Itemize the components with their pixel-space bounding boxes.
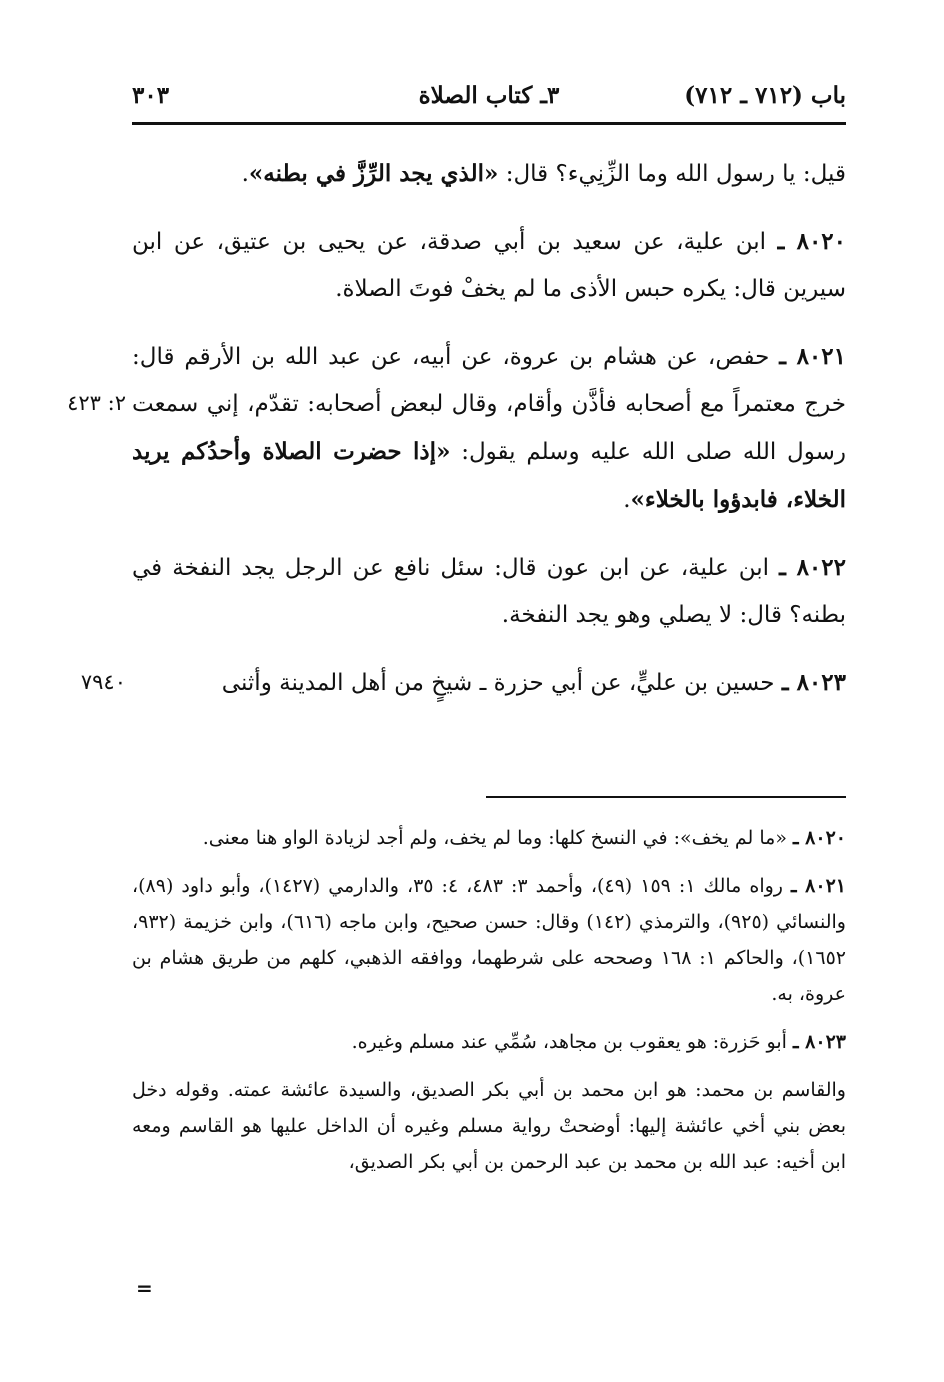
running-header (132, 82, 846, 122)
narration-8021 (67, 333, 847, 524)
page-number: ٣٠٣ (132, 82, 170, 109)
margin-reference: ٧٩٤٠ (80, 670, 126, 694)
hadith-quote: «الذي يجد الرِّزَّ في بطنه» (248, 160, 499, 187)
footnote-text: «ما لم يخف»: في النسخ كلها: وما لم يخف، ولم أجد لزيادة الواو هنا معنى. (202, 827, 793, 849)
footnote-8020 (132, 820, 846, 856)
narration-text: ابن علية، عن ابن عون قال: سئل نافع عن الرجل يجد النفخة في بطنه؟ قال: لا يصلي وهو يجد النفخة. (132, 555, 846, 628)
footnotes (132, 820, 846, 1192)
paragraph-end: . (623, 487, 631, 513)
narration-number: ٨٠٢٣ ـ (781, 669, 846, 696)
margin-reference: ٢: ٤٢٣ (67, 391, 126, 415)
chapter-heading: باب (٧١٢ ـ ٧١٢) (684, 82, 846, 109)
footnote-text: رواه مالك ١: ١٥٩ (٤٩)، وأحمد ٣: ٤٨٣، ٤: ٣٥، والدارمي (١٤٢٧)، وأبو داود (٨٩)، والنسائي (٩٢٥)، والترمذي (١٤٢) وقال: حسن صحيح، وابن ماجه (٦١٦)، وابن خزيمة (٩٣٢، ١٦٥٢)، والحاكم ١: ١٦٨ وصححه على شرطهما، ووافقه الذهبي، كلهم من طريق هشام بن عروة، به. (132, 875, 846, 1005)
narration-8020 (132, 218, 846, 313)
footnote-8023 (132, 1024, 846, 1060)
main-text (67, 150, 847, 727)
hadith-quote: «إذا حضرت الصلاة وأحدُكم يريد الخلاء، فابدؤوا بالخلاء» (132, 438, 846, 513)
narration-text: حسين بن عليٍّ، عن أبي حزرة ـ شيخٍ من أهل المدينة وأثنى (221, 670, 782, 696)
footnote-divider (486, 796, 846, 798)
footnote-8021 (132, 868, 846, 1012)
footnote-text: والقاسم بن محمد: هو ابن محمد بن أبي بكر الصديق، والسيدة عائشة عمته. وقوله دخل بعض بني أخي عائشة إليها: أوضحتْ رواية مسلم وغيره أن الداخل عليها هو القاسم ومعه ابن أخيه: عبد الله بن محمد بن عبد الرحمن بن أبي بكر الصديق، (132, 1079, 846, 1173)
footnote-text: أبو حَزرة: هو يعقوب بن مجاهد، سُمِّي عند مسلم وغيره. (351, 1031, 793, 1053)
book-title: ٣ـ كتاب الصلاة (418, 82, 560, 109)
narration-text: ابن علية، عن سعيد بن أبي صدقة، عن يحيى بن عتيق، عن ابن سيرين قال: يكره حبس الأذى ما لم يخفْ فوتَ الصلاة. (132, 229, 846, 302)
paragraph-end: . (241, 161, 249, 187)
narration-number: ٨٠٢٠ ـ (777, 228, 847, 255)
narration-number: ٨٠٢١ ـ (779, 343, 846, 370)
paragraph-continuation (132, 150, 846, 198)
footnote-number: ٨٠٢٣ ـ (792, 1031, 846, 1053)
footnote-number: ٨٠٢٠ ـ (792, 827, 846, 849)
continuation-mark: = (136, 1276, 153, 1300)
paragraph-text: قيل: يا رسول الله وما الزِّنِيء؟ قال: (498, 161, 846, 187)
narration-8023 (80, 659, 846, 707)
header-rule (132, 122, 846, 125)
footnote-number: ٨٠٢١ ـ (790, 875, 846, 897)
narration-number: ٨٠٢٢ ـ (779, 554, 846, 581)
narration-text: حفص، عن هشام بن عروة، عن أبيه، عن عبد الله بن الأرقم قال: خرج معتمراً مع أصحابه فأذَّن وأقام، وقال لبعض أصحابه: تقدّم، إني سمعت رسول الله صلى الله عليه وسلم يقول: (132, 344, 847, 465)
narration-8022 (132, 544, 846, 639)
footnote-8023-continued (132, 1072, 846, 1180)
